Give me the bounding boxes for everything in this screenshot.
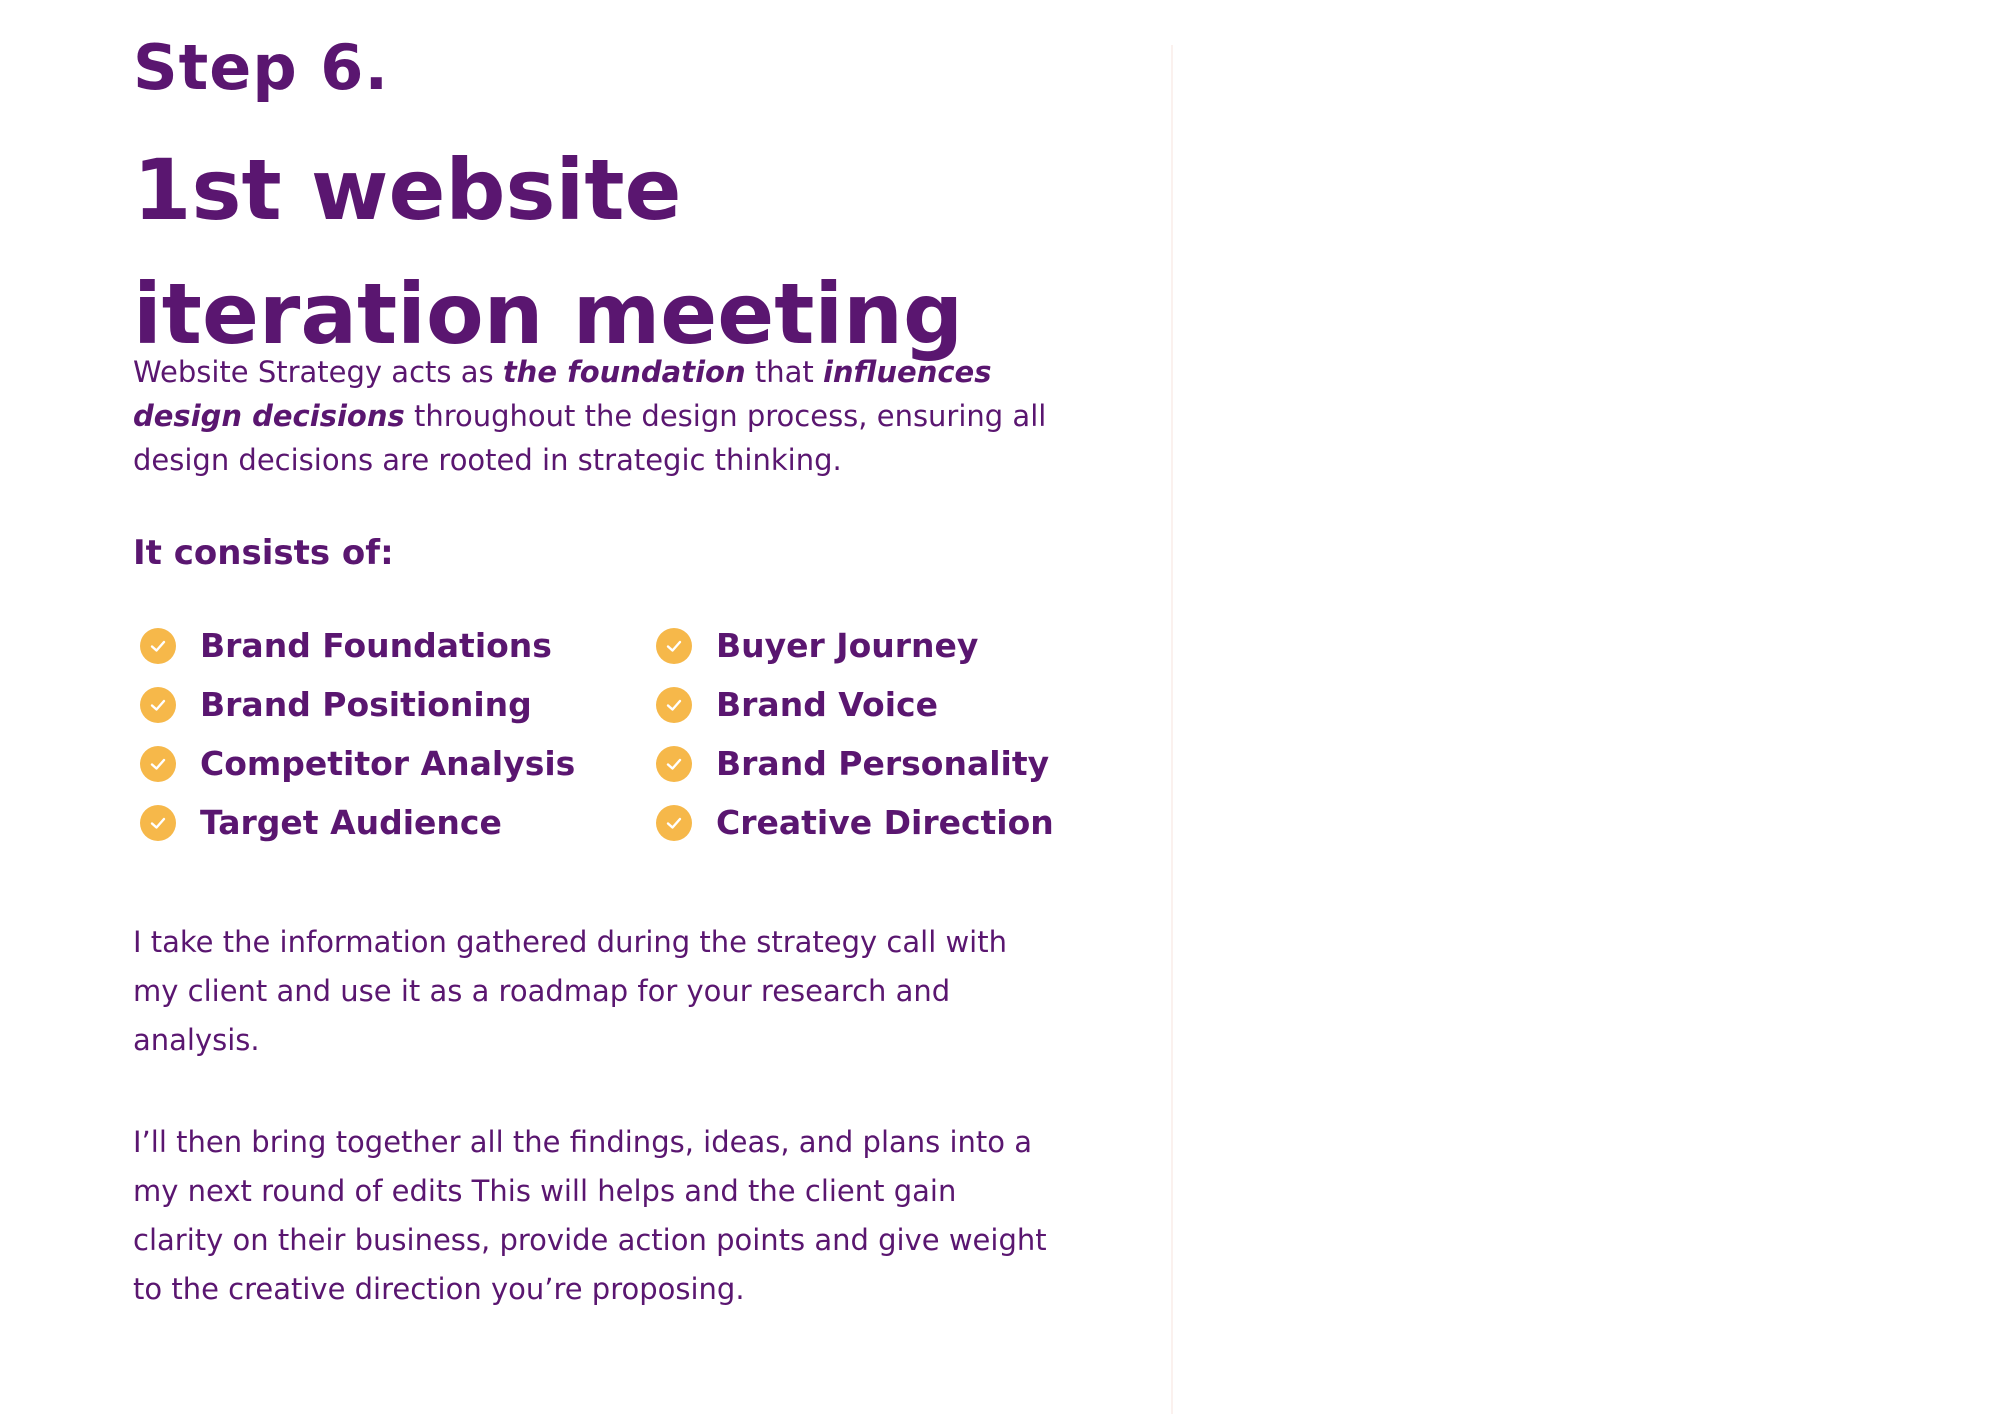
- list-item: [656, 675, 1054, 734]
- list-item: [656, 734, 1054, 793]
- intro-paragraph: [133, 350, 1053, 482]
- list-item: [140, 616, 575, 675]
- intro-emphasis-1: the foundation: [502, 355, 746, 389]
- consists-heading: It consists of:: [133, 533, 394, 573]
- intro-text-3: throughout the design process, ensuring all design decisions are rooted in strategic thinking.: [133, 399, 1047, 477]
- body-paragraph-2: I’ll then bring together all the findings, ideas, and plans into a my next round of edits This will helps and the client gain clarity on their business, provide action points and give weight to the creative direction you’re proposing.: [133, 1125, 1047, 1306]
- list-item: [140, 675, 575, 734]
- intro-text-1: Website Strategy acts as: [133, 355, 503, 389]
- intro-text-2: that: [745, 355, 823, 389]
- check-circle-icon: [140, 805, 176, 841]
- check-circle-icon: [140, 628, 176, 664]
- title-line-1: 1st website: [133, 141, 682, 239]
- list-item-label: Creative Direction: [716, 802, 1054, 842]
- body-paragraph-1: I take the information gathered during the strategy call with my client and use it as a roadmap for your research and analysis.: [133, 925, 1007, 1057]
- checklist-left: [140, 616, 575, 852]
- list-item-label: Competitor Analysis: [200, 743, 576, 783]
- intro-emphasis-2: influences design decisions: [133, 355, 992, 433]
- checklist-right: [656, 616, 1054, 852]
- title-line-2: iteration meeting: [133, 265, 964, 363]
- list-item: [656, 793, 1054, 852]
- list-item: [656, 616, 1054, 675]
- list-item-label: Brand Personality: [716, 743, 1050, 783]
- step-label: Step 6.: [133, 31, 389, 104]
- check-circle-icon: [140, 687, 176, 723]
- list-item-label: Target Audience: [200, 802, 502, 842]
- check-circle-icon: [140, 746, 176, 782]
- page-divider: [1171, 45, 1173, 1414]
- check-circle-icon: [656, 746, 692, 782]
- list-item-label: Buyer Journey: [716, 625, 979, 665]
- check-circle-icon: [656, 628, 692, 664]
- list-item-label: Brand Voice: [716, 684, 938, 724]
- list-item-label: Brand Positioning: [200, 684, 532, 724]
- check-circle-icon: [656, 805, 692, 841]
- list-item-label: Brand Foundations: [200, 625, 552, 665]
- list-item: [140, 734, 575, 793]
- check-circle-icon: [656, 687, 692, 723]
- page-title: [133, 128, 1033, 376]
- list-item: [140, 793, 575, 852]
